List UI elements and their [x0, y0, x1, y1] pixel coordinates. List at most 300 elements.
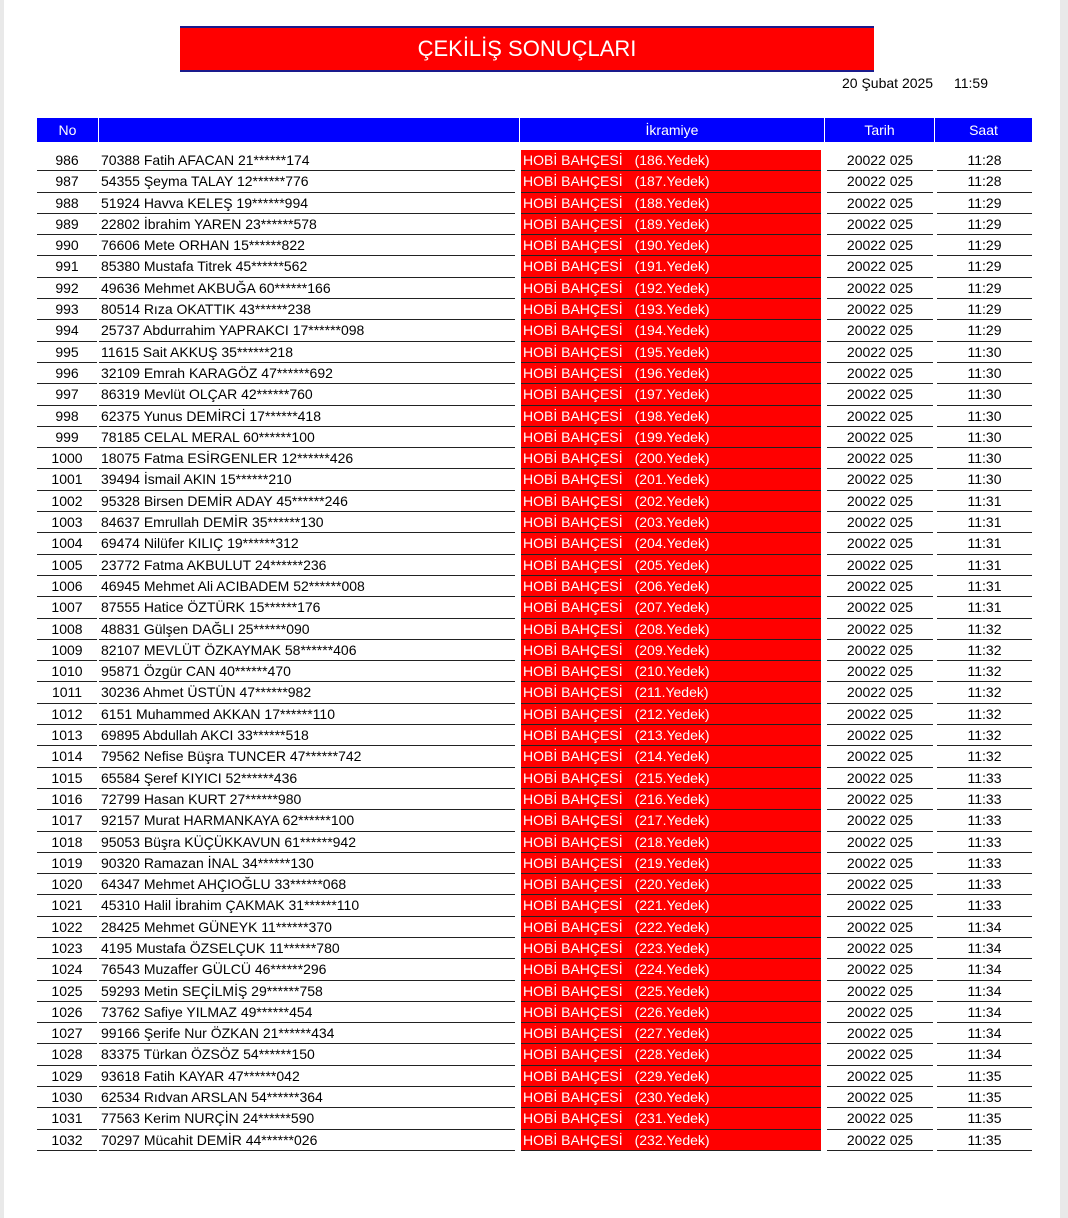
prize-label: HOBİ BAHÇESİ [523, 1131, 623, 1148]
prize-label: HOBİ BAHÇESİ [523, 812, 623, 829]
table-row [37, 768, 1032, 789]
cell-no: 991 [37, 256, 97, 277]
cell-date: 20022 025 [827, 704, 933, 725]
prize-label: HOBİ BAHÇESİ [523, 705, 623, 722]
table-row [37, 640, 1032, 661]
cell-no: 1014 [37, 746, 97, 767]
cell-name: 90320 Ramazan İNAL 34******130 [99, 853, 515, 874]
table-row [37, 832, 1032, 853]
cell-prize [521, 469, 821, 490]
yedek-label: (229.Yedek) [634, 1067, 710, 1084]
cell-date: 20022 025 [827, 1108, 933, 1129]
yedek-label: (192.Yedek) [634, 279, 710, 296]
prize-label: HOBİ BAHÇESİ [523, 471, 623, 488]
yedek-label: (193.Yedek) [634, 301, 710, 318]
cell-name: 76543 Muzaffer GÜLCÜ 46******296 [99, 959, 515, 980]
table-row [37, 512, 1032, 533]
prize-label: HOBİ BAHÇESİ [523, 620, 623, 637]
cell-prize [521, 597, 821, 618]
cell-no: 997 [37, 384, 97, 405]
table-header [37, 118, 1032, 142]
yedek-label: (205.Yedek) [634, 556, 710, 573]
prize-label: HOBİ BAHÇESİ [523, 301, 623, 318]
cell-name: 69474 Nilüfer KILIÇ 19******312 [99, 533, 515, 554]
cell-prize [521, 1066, 821, 1087]
cell-no: 1002 [37, 491, 97, 512]
yedek-label: (221.Yedek) [634, 897, 710, 914]
prize-label: HOBİ BAHÇESİ [523, 173, 623, 190]
prize-label: HOBİ BAHÇESİ [523, 492, 623, 509]
page-title: ÇEKİLİŞ SONUÇLARI [180, 26, 874, 72]
yedek-label: (227.Yedek) [634, 1025, 710, 1042]
prize-label: HOBİ BAHÇESİ [523, 152, 623, 168]
cell-name: 23772 Fatma AKBULUT 24******236 [99, 555, 515, 576]
cell-prize [521, 576, 821, 597]
yedek-label: (189.Yedek) [634, 215, 710, 232]
cell-time: 11:33 [937, 810, 1032, 831]
cell-prize [521, 768, 821, 789]
yedek-label: (212.Yedek) [634, 705, 710, 722]
yedek-label: (220.Yedek) [634, 876, 710, 893]
cell-time: 11:35 [937, 1130, 1032, 1151]
cell-name: 77563 Kerim NURÇİN 24******590 [99, 1108, 515, 1129]
cell-prize [521, 555, 821, 576]
cell-no: 1015 [37, 768, 97, 789]
header-name [99, 118, 520, 142]
cell-name: 32109 Emrah KARAGÖZ 47******692 [99, 363, 515, 384]
table-row [37, 1108, 1032, 1129]
prize-label: HOBİ BAHÇESİ [523, 364, 623, 381]
table-row [37, 491, 1032, 512]
table-row [37, 1087, 1032, 1108]
cell-date: 20022 025 [827, 1087, 933, 1108]
cell-date: 20022 025 [827, 555, 933, 576]
cell-date: 20022 025 [827, 768, 933, 789]
prize-label: HOBİ BAHÇESİ [523, 386, 623, 403]
cell-time: 11:32 [937, 746, 1032, 767]
yedek-label: (211.Yedek) [634, 684, 709, 701]
cell-prize [521, 832, 821, 853]
header-time: Saat [969, 122, 998, 138]
cell-prize [521, 704, 821, 725]
yedek-label: (208.Yedek) [634, 620, 710, 637]
cell-time: 11:30 [937, 448, 1032, 469]
cell-prize [521, 214, 821, 235]
cell-name: 86319 Mevlüt OLÇAR 42******760 [99, 384, 515, 405]
cell-date: 20022 025 [827, 235, 933, 256]
cell-name: 70297 Mücahit DEMİR 44******026 [99, 1130, 515, 1151]
header-prize: İkramiye [520, 118, 825, 142]
cell-time: 11:34 [937, 1002, 1032, 1023]
cell-prize [521, 406, 821, 427]
yedek-label: (231.Yedek) [634, 1110, 710, 1127]
cell-date: 20022 025 [827, 597, 933, 618]
cell-time: 11:31 [937, 512, 1032, 533]
prize-label: HOBİ BAHÇESİ [523, 790, 623, 807]
table-row [37, 661, 1032, 682]
cell-name: 79562 Nefise Büşra TUNCER 47******742 [99, 746, 515, 767]
table-row [37, 576, 1032, 597]
cell-time: 11:30 [937, 342, 1032, 363]
cell-time: 11:32 [937, 704, 1032, 725]
table-row [37, 810, 1032, 831]
cell-no: 992 [37, 278, 97, 299]
cell-time: 11:29 [937, 278, 1032, 299]
cell-time: 11:29 [937, 299, 1032, 320]
cell-prize [521, 384, 821, 405]
cell-time: 11:29 [937, 214, 1032, 235]
cell-time: 11:30 [937, 406, 1032, 427]
cell-prize [521, 235, 821, 256]
cell-name: 62375 Yunus DEMİRCİ 17******418 [99, 406, 515, 427]
cell-time: 11:35 [937, 1087, 1032, 1108]
cell-date: 20022 025 [827, 469, 933, 490]
cell-no: 994 [37, 320, 97, 341]
cell-date: 20022 025 [827, 491, 933, 512]
prize-label: HOBİ BAHÇESİ [523, 577, 623, 594]
cell-prize [521, 193, 821, 214]
cell-prize [521, 512, 821, 533]
yedek-label: (222.Yedek) [634, 918, 710, 935]
table-row [37, 789, 1032, 810]
report-date: 20 Şubat 2025 [842, 75, 934, 91]
cell-name: 84637 Emrullah DEMİR 35******130 [99, 512, 515, 533]
cell-prize [521, 448, 821, 469]
cell-date: 20022 025 [827, 512, 933, 533]
cell-time: 11:31 [937, 491, 1032, 512]
cell-date: 20022 025 [827, 938, 933, 959]
cell-date: 20022 025 [827, 1130, 933, 1151]
table-row [37, 299, 1032, 320]
cell-date: 20022 025 [827, 342, 933, 363]
cell-name: 49636 Mehmet AKBUĞA 60******166 [99, 278, 515, 299]
prize-label: HOBİ BAHÇESİ [523, 684, 623, 701]
cell-date: 20022 025 [827, 640, 933, 661]
cell-date: 20022 025 [827, 853, 933, 874]
cell-time: 11:29 [937, 256, 1032, 277]
yedek-label: (191.Yedek) [634, 258, 710, 275]
yedek-label: (194.Yedek) [634, 322, 710, 339]
cell-date: 20022 025 [827, 981, 933, 1002]
cell-prize [521, 661, 821, 682]
cell-no: 1028 [37, 1044, 97, 1065]
report-time: 11:59 [954, 75, 988, 91]
cell-time: 11:29 [937, 320, 1032, 341]
document-page [4, 0, 1060, 1218]
cell-no: 1020 [37, 874, 97, 895]
prize-label: HOBİ BAHÇESİ [523, 748, 623, 765]
cell-prize [521, 1044, 821, 1065]
cell-time: 11:30 [937, 469, 1032, 490]
prize-label: HOBİ BAHÇESİ [523, 450, 623, 467]
cell-no: 1004 [37, 533, 97, 554]
cell-no: 1022 [37, 917, 97, 938]
table-row [37, 959, 1032, 980]
cell-time: 11:34 [937, 1023, 1032, 1044]
prize-label: HOBİ BAHÇESİ [523, 876, 623, 893]
cell-name: 30236 Ahmet ÜSTÜN 47******982 [99, 682, 515, 703]
yedek-label: (187.Yedek) [634, 173, 710, 190]
yedek-label: (196.Yedek) [634, 364, 710, 381]
table-row [37, 853, 1032, 874]
cell-prize [521, 150, 821, 171]
prize-label: HOBİ BAHÇESİ [523, 641, 623, 658]
yedek-label: (216.Yedek) [634, 790, 710, 807]
cell-time: 11:29 [937, 235, 1032, 256]
cell-time: 11:30 [937, 384, 1032, 405]
cell-no: 1032 [37, 1130, 97, 1151]
cell-date: 20022 025 [827, 320, 933, 341]
cell-date: 20022 025 [827, 1002, 933, 1023]
prize-label: HOBİ BAHÇESİ [523, 599, 623, 616]
cell-date: 20022 025 [827, 1066, 933, 1087]
cell-time: 11:34 [937, 959, 1032, 980]
cell-time: 11:33 [937, 874, 1032, 895]
cell-time: 11:30 [937, 427, 1032, 448]
cell-prize [521, 789, 821, 810]
yedek-label: (207.Yedek) [634, 599, 710, 616]
yedek-label: (213.Yedek) [634, 727, 710, 744]
prize-label: HOBİ BAHÇESİ [523, 258, 623, 275]
cell-name: 45310 Halil İbrahim ÇAKMAK 31******110 [99, 895, 515, 916]
table-row [37, 384, 1032, 405]
cell-prize [521, 917, 821, 938]
table-row [37, 1066, 1032, 1087]
table-row [37, 1023, 1032, 1044]
cell-name: 54355 Şeyma TALAY 12******776 [99, 171, 515, 192]
table-row [37, 1130, 1032, 1151]
yedek-label: (209.Yedek) [634, 641, 710, 658]
cell-no: 990 [37, 235, 97, 256]
yedek-label: (219.Yedek) [634, 854, 710, 871]
cell-time: 11:33 [937, 768, 1032, 789]
cell-name: 78185 CELAL MERAL 60******100 [99, 427, 515, 448]
cell-no: 1016 [37, 789, 97, 810]
cell-date: 20022 025 [827, 917, 933, 938]
prize-label: HOBİ BAHÇESİ [523, 237, 623, 254]
cell-no: 995 [37, 342, 97, 363]
table-row [37, 981, 1032, 1002]
cell-prize [521, 171, 821, 192]
cell-no: 1026 [37, 1002, 97, 1023]
yedek-label: (188.Yedek) [634, 194, 710, 211]
cell-prize [521, 278, 821, 299]
prize-label: HOBİ BAHÇESİ [523, 343, 623, 360]
cell-name: 95871 Özgür CAN 40******470 [99, 661, 515, 682]
cell-date: 20022 025 [827, 406, 933, 427]
table-row [37, 874, 1032, 895]
cell-name: 48831 Gülşen DAĞLI 25******090 [99, 619, 515, 640]
cell-name: 25737 Abdurrahim YAPRAKCI 17******098 [99, 320, 515, 341]
cell-time: 11:33 [937, 895, 1032, 916]
cell-prize [521, 1108, 821, 1129]
cell-date: 20022 025 [827, 278, 933, 299]
yedek-label: (202.Yedek) [634, 492, 710, 509]
yedek-label: (225.Yedek) [634, 982, 710, 999]
cell-date: 20022 025 [827, 874, 933, 895]
cell-time: 11:34 [937, 1044, 1032, 1065]
cell-date: 20022 025 [827, 1044, 933, 1065]
cell-no: 1006 [37, 576, 97, 597]
yedek-label: (190.Yedek) [634, 237, 710, 254]
prize-label: HOBİ BAHÇESİ [523, 769, 623, 786]
cell-time: 11:33 [937, 853, 1032, 874]
cell-name: 46945 Mehmet Ali ACIBADEM 52******008 [99, 576, 515, 597]
table-row [37, 363, 1032, 384]
table-row [37, 320, 1032, 341]
cell-prize [521, 1023, 821, 1044]
table-row [37, 725, 1032, 746]
table-row [37, 193, 1032, 214]
prize-label: HOBİ BAHÇESİ [523, 556, 623, 573]
cell-time: 11:30 [937, 363, 1032, 384]
yedek-label: (199.Yedek) [634, 428, 710, 445]
header-no: No [37, 118, 99, 142]
cell-time: 11:31 [937, 597, 1032, 618]
table-row [37, 278, 1032, 299]
table-row [37, 469, 1032, 490]
cell-prize [521, 874, 821, 895]
cell-time: 11:34 [937, 917, 1032, 938]
header-date: Tarih [825, 118, 935, 142]
cell-date: 20022 025 [827, 895, 933, 916]
prize-label: HOBİ BAHÇESİ [523, 535, 623, 552]
cell-time: 11:33 [937, 832, 1032, 853]
cell-name: 85380 Mustafa Titrek 45******562 [99, 256, 515, 277]
table-row [37, 597, 1032, 618]
cell-no: 1000 [37, 448, 97, 469]
cell-no: 1005 [37, 555, 97, 576]
cell-name: 59293 Metin SEÇİLMİŞ 29******758 [99, 981, 515, 1002]
table-row [37, 1002, 1032, 1023]
prize-label: HOBİ BAHÇESİ [523, 1110, 623, 1127]
cell-no: 1023 [37, 938, 97, 959]
cell-no: 1018 [37, 832, 97, 853]
yedek-label: (203.Yedek) [634, 514, 710, 531]
cell-date: 20022 025 [827, 810, 933, 831]
cell-name: 87555 Hatice ÖZTÜRK 15******176 [99, 597, 515, 618]
cell-no: 1031 [37, 1108, 97, 1129]
cell-prize [521, 938, 821, 959]
cell-date: 20022 025 [827, 725, 933, 746]
prize-label: HOBİ BAHÇESİ [523, 727, 623, 744]
cell-prize [521, 640, 821, 661]
cell-name: 39494 İsmail AKIN 15******210 [99, 469, 515, 490]
yedek-label: (214.Yedek) [634, 748, 710, 765]
cell-name: 95328 Birsen DEMİR ADAY 45******246 [99, 491, 515, 512]
yedek-label: (218.Yedek) [634, 833, 710, 850]
table-row [37, 682, 1032, 703]
cell-name: 51924 Havva KELEŞ 19******994 [99, 193, 515, 214]
cell-prize [521, 746, 821, 767]
cell-no: 1003 [37, 512, 97, 533]
cell-date: 20022 025 [827, 832, 933, 853]
prize-label: HOBİ BAHÇESİ [523, 1025, 623, 1042]
prize-label: HOBİ BAHÇESİ [523, 1003, 623, 1020]
cell-prize [521, 320, 821, 341]
yedek-label: (228.Yedek) [634, 1046, 710, 1063]
cell-name: 22802 İbrahim YAREN 23******578 [99, 214, 515, 235]
cell-date: 20022 025 [827, 682, 933, 703]
cell-name: 93618 Fatih KAYAR 47******042 [99, 1066, 515, 1087]
prize-label: HOBİ BAHÇESİ [523, 663, 623, 680]
cell-no: 1010 [37, 661, 97, 682]
table-row [37, 235, 1032, 256]
cell-prize [521, 725, 821, 746]
cell-date: 20022 025 [827, 299, 933, 320]
cell-name: 80514 Rıza OKATTIK 43******238 [99, 299, 515, 320]
yedek-label: (197.Yedek) [634, 386, 710, 403]
cell-prize [521, 1087, 821, 1108]
cell-prize [521, 363, 821, 384]
cell-name: 18075 Fatma ESİRGENLER 12******426 [99, 448, 515, 469]
cell-prize [521, 256, 821, 277]
cell-name: 64347 Mehmet AHÇIOĞLU 33******068 [99, 874, 515, 895]
cell-date: 20022 025 [827, 619, 933, 640]
cell-no: 1012 [37, 704, 97, 725]
prize-label: HOBİ BAHÇESİ [523, 194, 623, 211]
cell-date: 20022 025 [827, 427, 933, 448]
prize-label: HOBİ BAHÇESİ [523, 514, 623, 531]
table-row [37, 342, 1032, 363]
table-row [37, 619, 1032, 640]
cell-time: 11:28 [937, 171, 1032, 192]
yedek-label: (217.Yedek) [634, 812, 710, 829]
cell-date: 20022 025 [827, 171, 933, 192]
cell-prize [521, 1130, 821, 1151]
table-row [37, 256, 1032, 277]
cell-time: 11:32 [937, 619, 1032, 640]
prize-label: HOBİ BAHÇESİ [523, 215, 623, 232]
cell-name: 4195 Mustafa ÖZSELÇUK 11******780 [99, 938, 515, 959]
cell-time: 11:34 [937, 981, 1032, 1002]
table-row [37, 406, 1032, 427]
cell-date: 20022 025 [827, 661, 933, 682]
prize-label: HOBİ BAHÇESİ [523, 961, 623, 978]
cell-prize [521, 533, 821, 554]
cell-date: 20022 025 [827, 959, 933, 980]
cell-prize [521, 959, 821, 980]
cell-name: 99166 Şerife Nur ÖZKAN 21******434 [99, 1023, 515, 1044]
cell-no: 987 [37, 171, 97, 192]
prize-label: HOBİ BAHÇESİ [523, 854, 623, 871]
cell-date: 20022 025 [827, 448, 933, 469]
cell-prize [521, 981, 821, 1002]
table-row [37, 214, 1032, 235]
yedek-label: (232.Yedek) [634, 1131, 710, 1148]
cell-no: 1007 [37, 597, 97, 618]
cell-no: 996 [37, 363, 97, 384]
cell-name: 11615 Sait AKKUŞ 35******218 [99, 342, 515, 363]
yedek-label: (200.Yedek) [634, 450, 710, 467]
table-row [37, 150, 1032, 171]
cell-no: 1013 [37, 725, 97, 746]
table-row [37, 917, 1032, 938]
cell-no: 986 [37, 150, 97, 171]
prize-label: HOBİ BAHÇESİ [523, 918, 623, 935]
cell-prize [521, 491, 821, 512]
prize-label: HOBİ BAHÇESİ [523, 407, 623, 424]
yedek-label: (206.Yedek) [634, 577, 710, 594]
cell-no: 1024 [37, 959, 97, 980]
cell-no: 1025 [37, 981, 97, 1002]
cell-time: 11:32 [937, 682, 1032, 703]
table-row [37, 938, 1032, 959]
yedek-label: (224.Yedek) [634, 961, 710, 978]
cell-date: 20022 025 [827, 384, 933, 405]
yedek-label: (230.Yedek) [634, 1089, 710, 1106]
prize-label: HOBİ BAHÇESİ [523, 1067, 623, 1084]
